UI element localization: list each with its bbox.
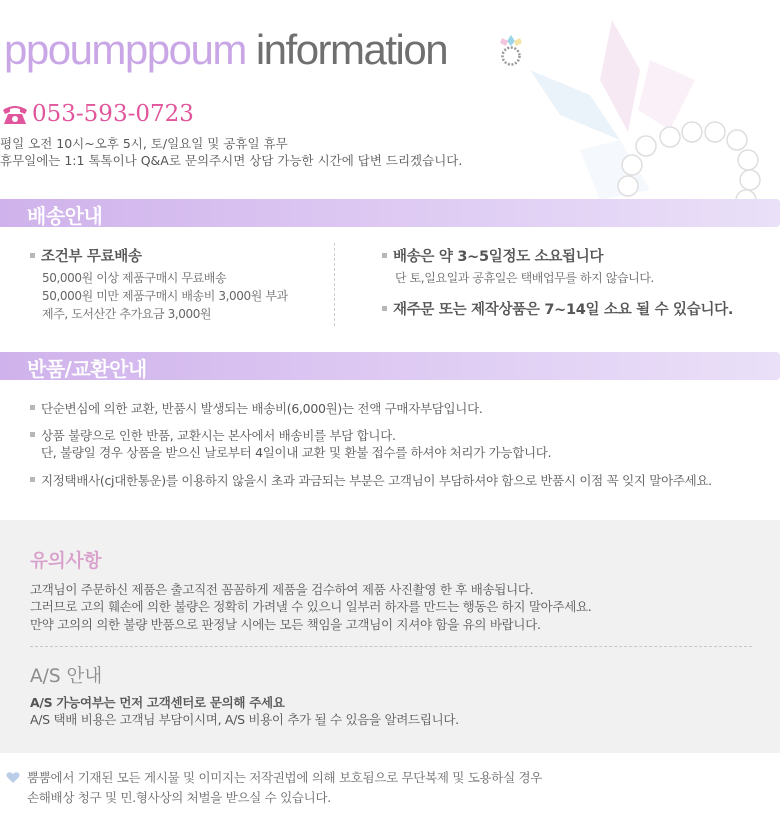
reorder-delivery-heading — [382, 298, 733, 319]
delivery-time-heading-text: 배송은 약 3~5일정도 소요됩니다 — [393, 249, 604, 265]
ring-icon — [496, 34, 526, 68]
bullet-icon — [382, 306, 387, 311]
bullet-icon — [30, 432, 35, 437]
shipping-condition-1: 50,000원 이상 제품구매시 무료배송 — [42, 271, 227, 285]
delivery-time-heading — [382, 245, 603, 266]
shipping-section-title: 배송안내 — [27, 204, 103, 228]
as-cost-note: A/S 택배 비용은 고객님 부담이시며, A/S 비용이 추가 될 수 있음을 알려드립니다. — [30, 712, 459, 727]
return-policy-item — [30, 472, 712, 489]
weekend-delivery-note: 단 토,일요일과 공휴일은 택배업무를 하지 않습니다. — [395, 271, 654, 285]
returns-section-header — [0, 352, 780, 380]
notice-line-3: 만약 고의의 의한 불량 반품으로 판정날 시에는 모든 책임을 고객님이 지셔야 함을 유의 바랍니다. — [30, 617, 541, 632]
bullet-icon — [30, 405, 35, 410]
free-shipping-heading — [30, 245, 142, 266]
notice-title: 유의사항 — [30, 551, 102, 572]
returns-section-title: 반품/교환안내 — [27, 357, 147, 381]
copyright-notice-line-2: 손해배상 청구 및 민.형사상의 처벌을 받으실 수 있습니다. — [27, 790, 331, 805]
bullet-icon — [30, 477, 35, 482]
return-policy-item — [30, 427, 396, 444]
heart-icon — [6, 771, 20, 784]
holiday-notice: 휴무일에는 1:1 톡톡이나 Q&A로 문의주시면 상담 가능한 시간에 답변 드리겠습니다. — [0, 153, 463, 168]
business-hours: 평일 오전 10시~오후 5시, 토/일요일 및 공휴일 휴무 — [0, 136, 288, 151]
return-policy-text: 상품 불량으로 인한 반품, 교환시는 본사에서 배송비를 부담 합니다. — [41, 428, 396, 443]
copyright-notice-line-1: 뿜뿜에서 기재된 모든 게시물 및 이미지는 저작권법에 의해 보호됨으로 무단복제 및 도용하실 경우 — [27, 770, 543, 785]
as-title: A/S 안내 — [30, 666, 103, 687]
notice-divider — [30, 646, 752, 647]
reorder-delivery-heading-text: 재주문 또는 제작상품은 7~14일 소요 될 수 있습니다. — [393, 302, 734, 318]
return-policy-text: 단순변심에 의한 교환, 반품시 발생되는 배송비(6,000원)는 전액 구매자부담입니다. — [41, 401, 483, 416]
phone-contact — [0, 101, 194, 127]
return-policy-item — [30, 400, 483, 417]
notice-line-1: 고객님이 주문하신 제품은 출고직전 꼼꼼하게 제품을 검수하여 제품 사진촬영 한 후 배송됩니다. — [30, 582, 534, 597]
phone-number[interactable]: 053-593-0723 — [32, 101, 194, 127]
bullet-icon — [30, 253, 35, 258]
shipping-condition-3: 제주, 도서산간 추가요금 3,000원 — [42, 307, 212, 321]
notice-line-2: 그러므로 고의 훼손에 의한 불량은 정확히 가려낼 수 있으니 일부러 하자를 만드는 행동은 하지 말아주세요. — [30, 599, 592, 614]
shipping-condition-2: 50,000원 미만 제품구매시 배송비 3,000원 부과 — [42, 289, 288, 303]
title-information: information — [255, 26, 448, 73]
brand-name: ppoumppoum — [4, 26, 246, 73]
return-policy-text: 지정택배사(cj대한통운)를 이용하지 않을시 초과 과금되는 부분은 고객님이 부담하셔야 함으로 반품시 이점 꼭 잊지 말아주세요. — [41, 473, 712, 488]
return-policy-continuation: 단, 불량일 경우 상품을 받으신 날로부터 4일이내 교환 및 환불 접수를 하셔야 처리가 가능합니다. — [41, 445, 552, 460]
phone-icon — [0, 102, 30, 126]
bullet-icon — [382, 253, 387, 258]
shipping-section-header — [0, 199, 780, 227]
free-shipping-heading-text: 조건부 무료배송 — [41, 249, 142, 265]
column-divider — [334, 243, 335, 326]
as-inquiry-note: A/S 가능여부는 먼저 고객센터로 문의해 주세요 — [30, 695, 285, 710]
page-title — [4, 26, 447, 74]
